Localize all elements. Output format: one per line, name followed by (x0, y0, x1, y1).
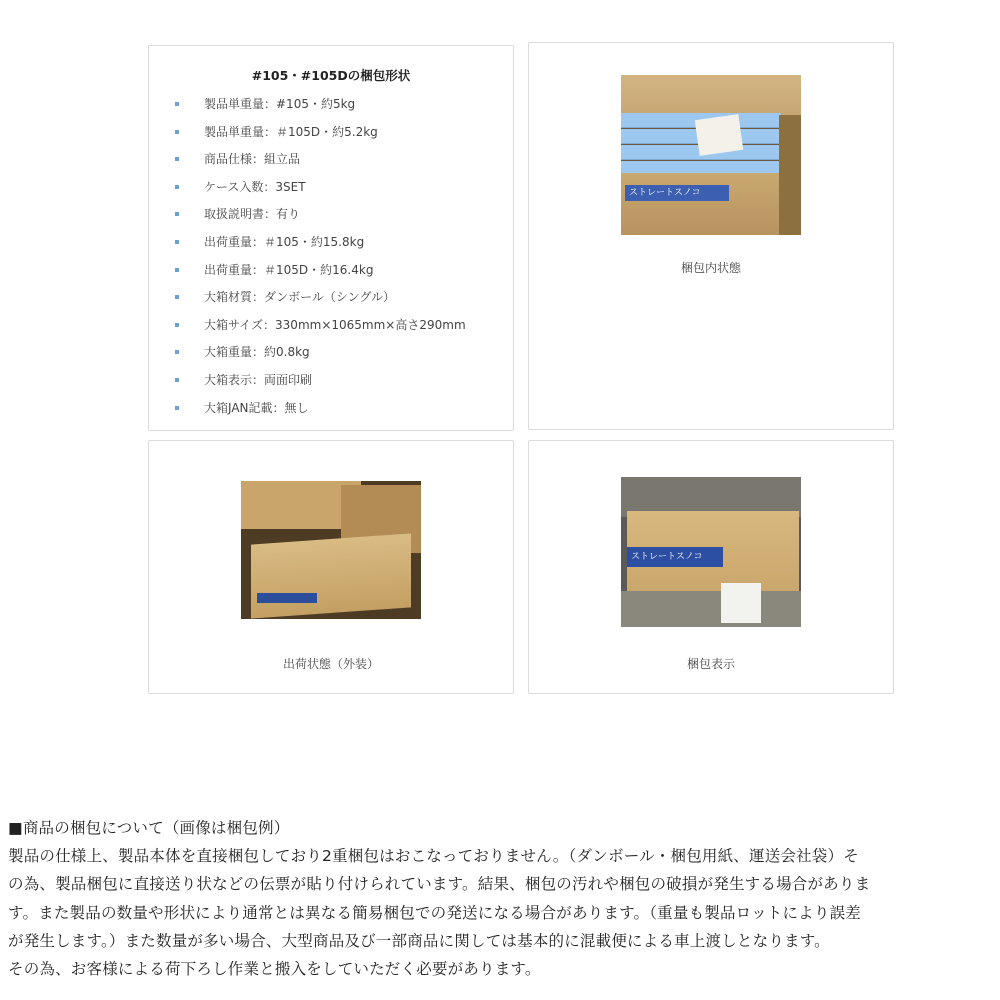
bullet-icon (175, 295, 179, 299)
bullet-icon (175, 323, 179, 327)
note-line: が発生します。）また数量が多い場合、大型商品及び一部商品に関しては基本的に混載便による車上渡しとなります。 (8, 931, 830, 950)
bullet-icon (175, 130, 179, 134)
outer-shipping-card (148, 440, 514, 694)
list-item (175, 399, 466, 427)
spec-item-text: 出荷重量：＃105D・約16.4kg (204, 262, 374, 277)
outer-shipping-caption: 出荷状態（外装） (282, 657, 379, 671)
spec-item-text: 大箱表示：両面印刷 (204, 372, 313, 387)
spec-item-text: 大箱材質：ダンボール（シングル） (204, 290, 395, 305)
bullet-icon (175, 378, 179, 382)
list-item (175, 123, 466, 151)
list-item (175, 95, 466, 123)
package-label-card (528, 440, 894, 694)
outer-shipping-photo (241, 481, 421, 619)
spec-item-text: 取扱説明書：有り (204, 207, 301, 222)
bullet-icon (175, 268, 179, 272)
package-label-photo: ストレートスノコ (621, 477, 801, 627)
list-item (175, 316, 466, 344)
list-item (175, 178, 466, 206)
note-line: その為、お客様による荷下ろし作業と搬入をしていただく必要があります。 (8, 960, 541, 979)
spec-item-text: 製品単重量：＃105D・約5.2kg (204, 124, 378, 139)
inner-packaging-photo: ストレートスノコ (621, 75, 801, 235)
list-item (175, 150, 466, 178)
spec-card (148, 45, 514, 431)
bullet-icon (175, 157, 179, 161)
spec-list (175, 95, 466, 426)
bullet-icon (175, 212, 179, 216)
spec-item-text: 製品単重量：#105・約5kg (204, 97, 356, 111)
list-item (175, 261, 466, 289)
list-item (175, 343, 466, 371)
inner-packaging-card (528, 42, 894, 430)
list-item (175, 288, 466, 316)
bullet-icon (175, 102, 179, 106)
spec-item-text: 大箱重量：約0.8kg (204, 345, 310, 360)
bullet-icon (175, 406, 179, 410)
bullet-icon (175, 350, 179, 354)
spec-item-text: 出荷重量：＃105・約15.8kg (204, 234, 365, 249)
spec-title: #105・#105Dの梱包形状 (251, 68, 411, 83)
packaging-note (8, 814, 1000, 983)
list-item (175, 371, 466, 399)
note-line: す。また製品の数量や形状により通常とは異なる簡易梱包での発送になる場合があります。（重量も製品ロットにより誤差 (8, 903, 861, 922)
list-item (175, 233, 466, 261)
note-line: 製品の仕様上、製品本体を直接梱包しており2重梱包はおこなっておりません。（ダンボール・梱包用紙、運送会社袋）そ (8, 847, 859, 866)
spec-item-text: 大箱サイズ：330mm×1065mm×高さ290mm (204, 317, 466, 332)
note-heading: ■商品の梱包について（画像は梱包例） (8, 819, 290, 837)
bullet-icon (175, 185, 179, 189)
spec-item-text: 商品仕様：組立品 (204, 152, 301, 167)
bullet-icon (175, 240, 179, 244)
inner-packaging-caption: 梱包内状態 (680, 261, 741, 275)
list-item (175, 205, 466, 233)
spec-item-text: ケース入数：3SET (204, 179, 306, 194)
package-label-caption: 梱包表示 (686, 657, 735, 671)
note-line: の為、製品梱包に直接送り状などの伝票が貼り付けられています。結果、梱包の汚れや梱包の破損が発生する場合がありま (8, 875, 871, 894)
spec-item-text: 大箱JAN記載：無し (204, 400, 309, 415)
